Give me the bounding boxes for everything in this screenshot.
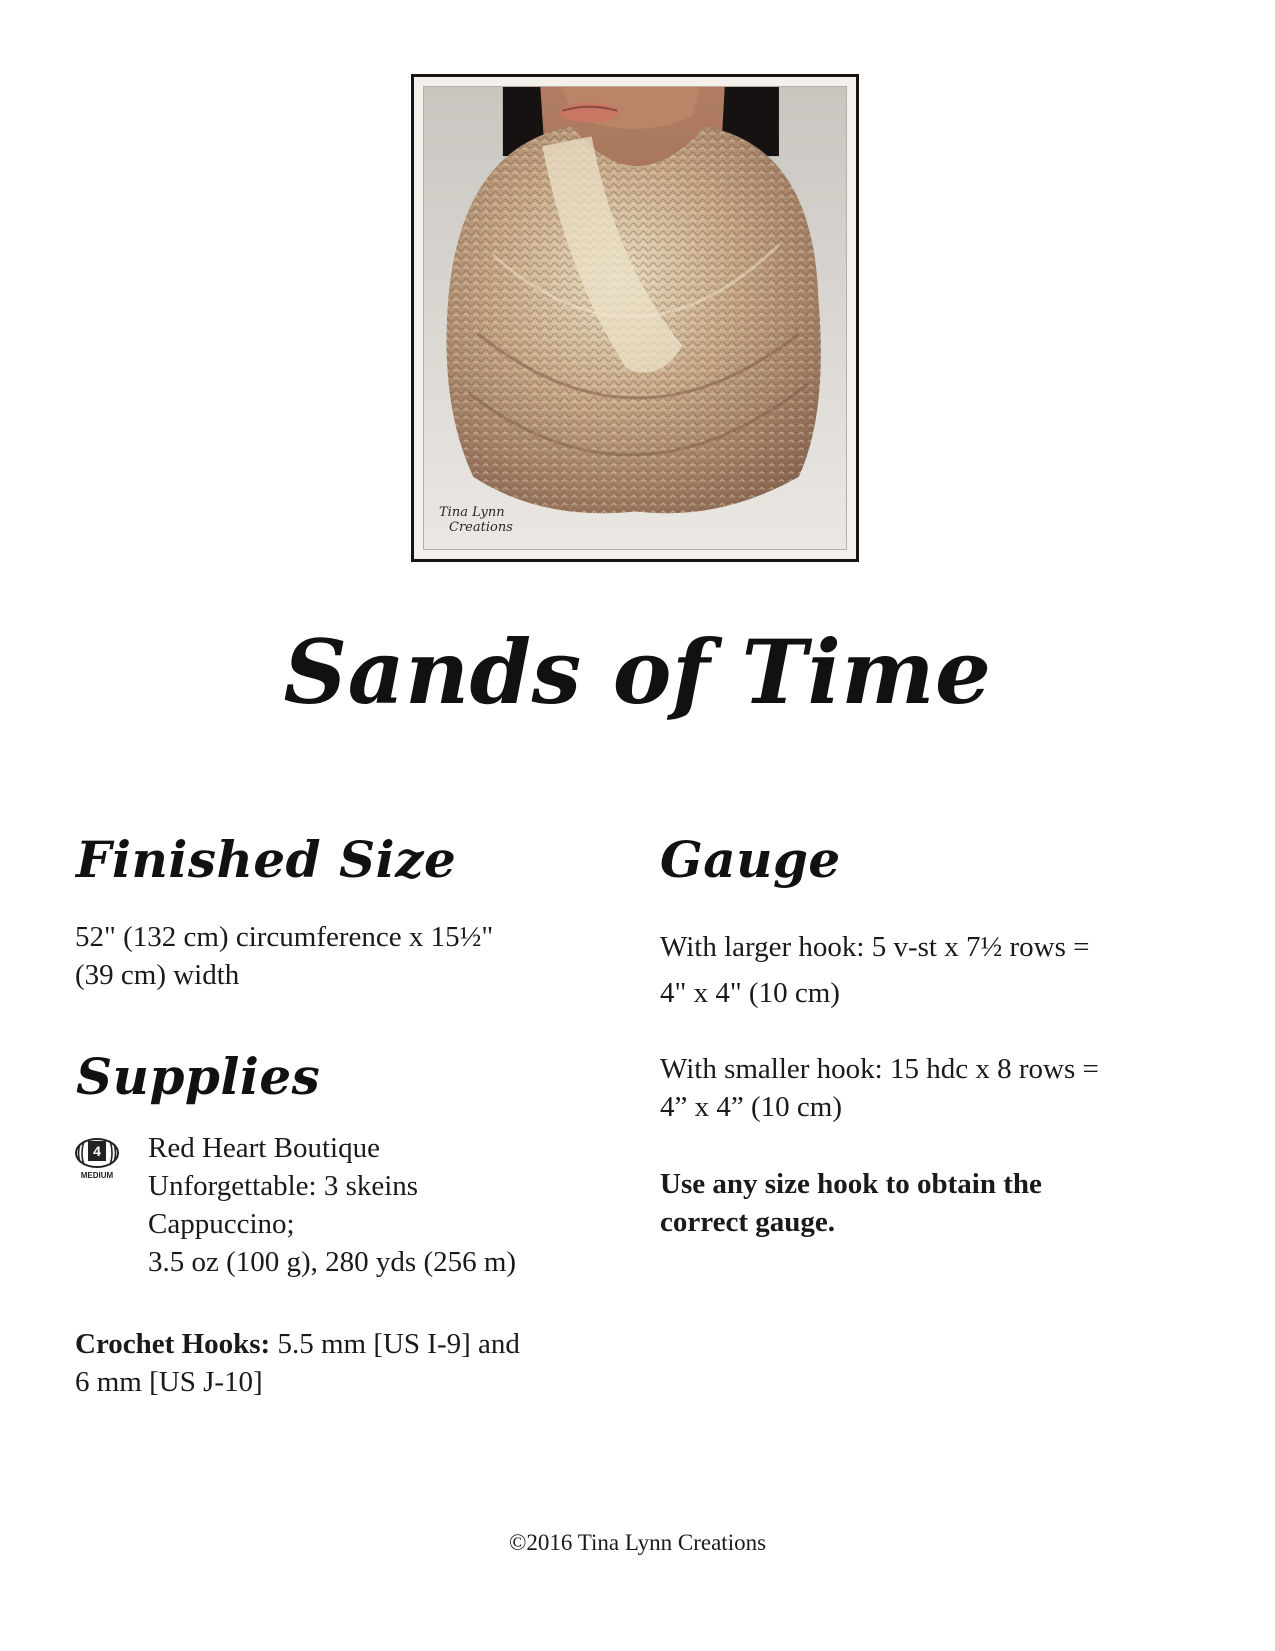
gauge-larger-line1: With larger hook: 5 v-st x 7½ rows = xyxy=(660,931,1090,963)
watermark-line1: Tina Lynn xyxy=(439,505,505,520)
yarn-weight-number: 4 xyxy=(88,1141,106,1161)
photo-watermark xyxy=(439,505,513,535)
cowl-photo xyxy=(423,86,847,550)
finished-size-heading: Finished Size xyxy=(76,830,457,889)
pattern-photo xyxy=(411,74,859,562)
yarn-line-4: 3.5 oz (100 g), 280 yds (256 m) xyxy=(148,1246,517,1278)
gauge-note-line2: correct gauge. xyxy=(660,1206,835,1238)
crochet-hooks-line2: 6 mm [US J-10] xyxy=(75,1366,263,1398)
supplies-heading: Supplies xyxy=(76,1047,321,1106)
yarn-weight-label: MEDIUM xyxy=(80,1171,114,1180)
gauge-larger-line2: 4" x 4" (10 cm) xyxy=(660,977,840,1009)
yarn-line-3: Cappuccino; xyxy=(148,1208,295,1240)
finished-size-line2: (39 cm) width xyxy=(75,959,240,991)
crochet-hooks-label: Crochet Hooks: xyxy=(75,1328,271,1360)
gauge-smaller-line2: 4” x 4” (10 cm) xyxy=(660,1091,842,1123)
crochet-hooks-line1 xyxy=(75,1325,520,1363)
pattern-title: Sands of Time xyxy=(283,620,992,724)
watermark-line2: Creations xyxy=(449,520,513,535)
cowl-image xyxy=(424,87,846,549)
crochet-hooks-value: 5.5 mm [US I-9] and xyxy=(277,1328,520,1360)
finished-size-line1: 52" (132 cm) circumference x 15½" xyxy=(75,921,494,953)
yarn-line-1: Red Heart Boutique xyxy=(148,1132,380,1164)
yarn-line-2: Unforgettable: 3 skeins xyxy=(148,1170,419,1202)
gauge-note-line1: Use any size hook to obtain the xyxy=(660,1168,1042,1200)
gauge-smaller-line1: With smaller hook: 15 hdc x 8 rows = xyxy=(660,1053,1099,1085)
yarn-weight-icon xyxy=(74,1138,120,1184)
copyright-footer: ©2016 Tina Lynn Creations xyxy=(508,1530,767,1555)
gauge-heading: Gauge xyxy=(660,830,841,889)
